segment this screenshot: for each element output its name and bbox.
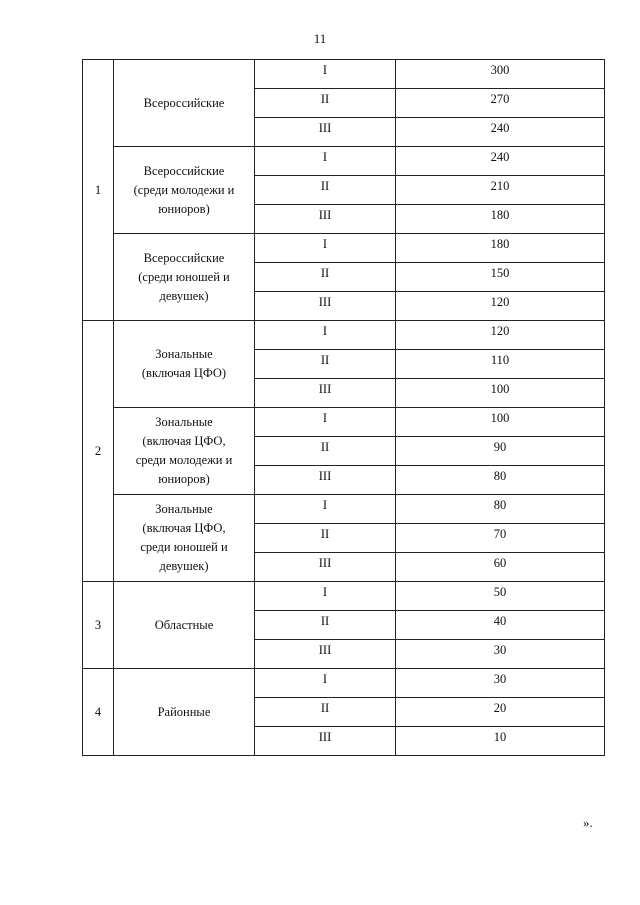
points-cell: 70 bbox=[396, 524, 605, 553]
place-cell: I bbox=[255, 321, 396, 350]
competition-level-cell bbox=[114, 408, 255, 495]
competition-level-line: среди юношей и bbox=[140, 540, 228, 554]
place-cell: III bbox=[255, 727, 396, 756]
competition-level-line: (включая ЦФО, bbox=[142, 521, 226, 535]
place-cell: II bbox=[255, 89, 396, 118]
points-cell: 180 bbox=[396, 234, 605, 263]
table-row bbox=[83, 408, 605, 437]
points-cell: 30 bbox=[396, 640, 605, 669]
points-cell: 50 bbox=[396, 582, 605, 611]
table-row bbox=[83, 669, 605, 698]
competition-level-cell bbox=[114, 60, 255, 147]
place-cell: I bbox=[255, 60, 396, 89]
points-cell: 210 bbox=[396, 176, 605, 205]
points-cell: 180 bbox=[396, 205, 605, 234]
place-cell: III bbox=[255, 118, 396, 147]
page-number: 11 bbox=[313, 31, 327, 46]
table-row bbox=[83, 321, 605, 350]
competition-level-line: Всероссийские bbox=[143, 95, 225, 110]
group-number-cell: 1 bbox=[83, 60, 114, 321]
place-cell: II bbox=[255, 350, 396, 379]
competition-level-line: Всероссийские bbox=[143, 163, 225, 178]
table-row bbox=[83, 147, 605, 176]
table-row bbox=[83, 60, 605, 89]
points-table-body bbox=[83, 60, 605, 756]
competition-level-line: среди молодежи и bbox=[135, 453, 233, 467]
competition-level-line: (включая ЦФО, bbox=[142, 434, 226, 448]
place-cell: II bbox=[255, 263, 396, 292]
points-cell: 240 bbox=[396, 118, 605, 147]
place-cell: II bbox=[255, 611, 396, 640]
points-cell: 120 bbox=[396, 292, 605, 321]
place-cell: II bbox=[255, 437, 396, 466]
place-cell: I bbox=[255, 234, 396, 263]
place-cell: II bbox=[255, 524, 396, 553]
place-cell: III bbox=[255, 379, 396, 408]
points-cell: 90 bbox=[396, 437, 605, 466]
group-number-cell: 2 bbox=[83, 321, 114, 582]
closing-quote-mark: ». bbox=[583, 815, 593, 830]
points-cell: 80 bbox=[396, 495, 605, 524]
table-row bbox=[83, 234, 605, 263]
points-cell: 110 bbox=[396, 350, 605, 379]
place-cell: III bbox=[255, 205, 396, 234]
competition-level-line: Всероссийские bbox=[143, 250, 225, 265]
competition-level-line: юниоров) bbox=[158, 472, 210, 486]
competition-level-line: юниоров) bbox=[158, 201, 210, 216]
competition-level-line: девушек) bbox=[159, 559, 209, 573]
place-cell: I bbox=[255, 147, 396, 176]
place-cell: I bbox=[255, 669, 396, 698]
competition-level-cell bbox=[114, 234, 255, 321]
place-cell: III bbox=[255, 466, 396, 495]
group-number-cell: 3 bbox=[83, 582, 114, 669]
competition-level-line: Зональные bbox=[155, 347, 213, 361]
points-cell: 100 bbox=[396, 408, 605, 437]
points-cell: 80 bbox=[396, 466, 605, 495]
competition-level-cell bbox=[114, 669, 255, 756]
points-cell: 270 bbox=[396, 89, 605, 118]
place-cell: I bbox=[255, 582, 396, 611]
points-cell: 40 bbox=[396, 611, 605, 640]
competition-level-line: Зональные bbox=[155, 415, 213, 429]
table-row bbox=[83, 582, 605, 611]
points-table bbox=[82, 59, 605, 756]
points-cell: 240 bbox=[396, 147, 605, 176]
competition-level-line: девушек) bbox=[159, 288, 209, 303]
table-row bbox=[83, 495, 605, 524]
place-cell: II bbox=[255, 698, 396, 727]
competition-level-cell bbox=[114, 495, 255, 582]
place-cell: III bbox=[255, 553, 396, 582]
competition-level-cell bbox=[114, 147, 255, 234]
competition-level-line: (среди молодежи и bbox=[133, 182, 235, 197]
points-cell: 300 bbox=[396, 60, 605, 89]
competition-level-line: (среди юношей и bbox=[138, 269, 230, 284]
points-cell: 150 bbox=[396, 263, 605, 292]
group-number-cell: 4 bbox=[83, 669, 114, 756]
competition-level-line: Областные bbox=[154, 617, 214, 632]
place-cell: III bbox=[255, 640, 396, 669]
competition-level-line: (включая ЦФО) bbox=[141, 366, 227, 380]
points-cell: 100 bbox=[396, 379, 605, 408]
place-cell: III bbox=[255, 292, 396, 321]
competition-level-line: Районные bbox=[157, 704, 211, 719]
competition-level-cell bbox=[114, 582, 255, 669]
points-cell: 60 bbox=[396, 553, 605, 582]
competition-level-cell bbox=[114, 321, 255, 408]
points-cell: 30 bbox=[396, 669, 605, 698]
points-cell: 20 bbox=[396, 698, 605, 727]
points-cell: 10 bbox=[396, 727, 605, 756]
place-cell: I bbox=[255, 495, 396, 524]
competition-level-line: Зональные bbox=[155, 502, 213, 516]
place-cell: I bbox=[255, 408, 396, 437]
points-cell: 120 bbox=[396, 321, 605, 350]
place-cell: II bbox=[255, 176, 396, 205]
